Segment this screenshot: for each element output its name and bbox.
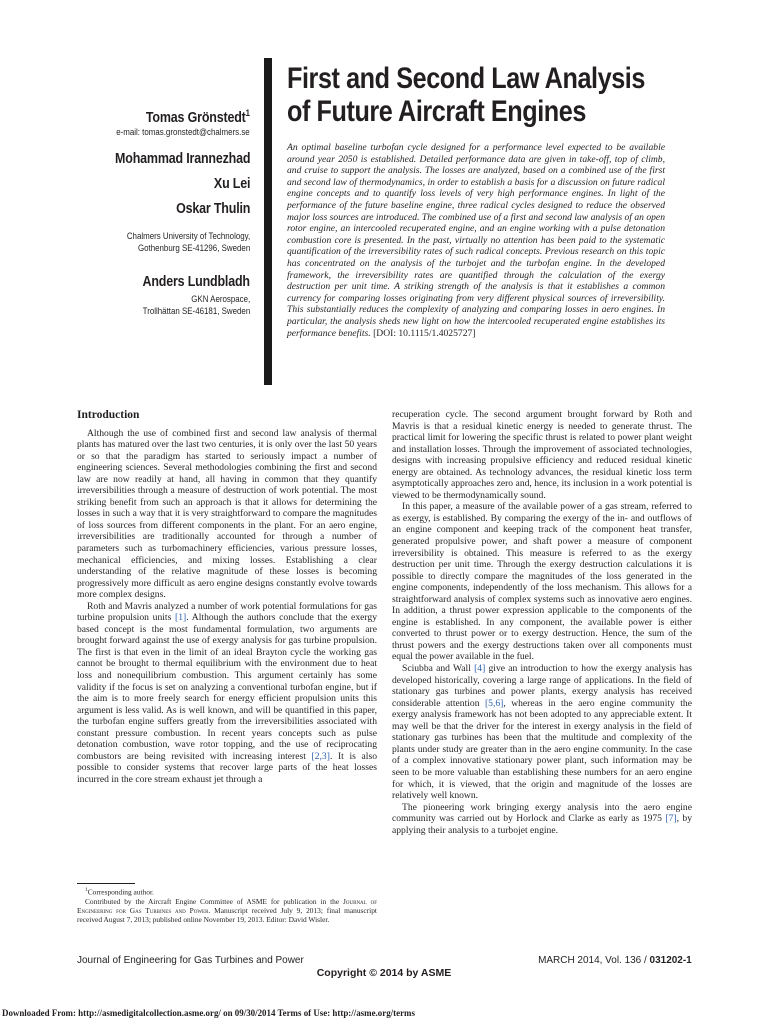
body-column-left — [77, 410, 377, 786]
title-divider-bar — [264, 58, 272, 385]
paragraph: Sciubba and Wall [4] give an introduction to how the exergy analysis has developed historically, covering a large range of applications. In the field of stationary gas turbines and power plants, exergy analysis has received considerable attention [5,6], whereas in the aero engine community the exergy analysis framework has not been adopted to any appreciable extent. It may well be that the driver for the interest in exergy analysis in the field of stationary gas turbines has been that the multitude and complexity of the plants under study are greater than in the aero engine community. In the case of a complex innovative stationary power plant, such information may be seen to be more valuable than establishing these numbers for an aero engine for which, it is viewed, that the origin and magnitude of the losses are relatively well known. — [392, 663, 692, 802]
title-line: of Future Aircraft Engines — [287, 95, 586, 128]
paper-title — [287, 62, 727, 128]
download-notice: Downloaded From: http://asmedigitalcollection.asme.org/ on 09/30/2014 Terms of Use: http://asme.org/terms — [2, 1008, 415, 1019]
footnote — [77, 886, 377, 924]
affiliation-line: Trollhättan SE-46181, Sweden — [142, 306, 250, 316]
author-name: Anders Lundbladh — [142, 274, 250, 290]
author-name: Mohammad Irannezhad — [114, 151, 250, 167]
paragraph: In this paper, a measure of the available power of a gas stream, referred to as exergy, is established. By comparing the exergy of the in- and outflows of an engine component and keeping track of the component heat transfer, generated propulsive power, and shaft power a measure of component irreversibility is obtained. This measure is referred to as the exergy destruction per unit time. Through the exergy destruction calculations it is possible to directly compare the magnitudes of the loss generated in the engine components, independently of the loss mechanism. This allows for a straightforward analysis of complex systems such as innovative aero engines. In addition, a thrust power expression applicable to the components of the engine is established. In any component, the available power is either converted to thrust power or to exergy destruction. Hence, the sum of the thrust powers and the exergy destructions taken over all components must equal the power available in the fuel. — [392, 501, 692, 663]
author-email[interactable]: e-mail: tomas.gronstedt@chalmers.se — [116, 127, 250, 137]
paragraph: recuperation cycle. The second argument brought forward by Roth and Mavris is that a residual kinetic energy is needed to generate thrust. The practical limit for lowering the specific thrust is related to power plant weight and installation losses. Through the improvement of associated technologies, designs with increasing propulsive efficiency and reduced residual kinetic energy are obtained. As technology advances, the residual kinetic loss term asymptotically approaches zero and, hence, its inclusion in a work potential is viewed to be thermodynamically sound. — [392, 409, 692, 501]
abstract — [287, 142, 665, 339]
citation-link[interactable]: [7] — [665, 813, 677, 825]
citation-link[interactable]: [2,3] — [311, 750, 330, 762]
title-line: First and Second Law Analysis — [287, 62, 645, 95]
author-name: Xu Lei — [213, 176, 250, 192]
author-name: Oskar Thulin — [175, 201, 250, 217]
citation-link[interactable]: [1] — [175, 612, 187, 624]
body-column-right — [392, 409, 692, 836]
footnote-mark: 1 — [245, 108, 250, 118]
author-affiliation — [110, 230, 250, 254]
paragraph: The pioneering work bringing exergy analysis into the aero engine community was carried out by Horlock and Clarke as early as 1975 [7], by applying their analysis to a turbojet engine. — [392, 801, 692, 836]
affiliation-line: GKN Aerospace, — [190, 294, 250, 304]
citation-link[interactable]: [5,6] — [484, 697, 504, 709]
footnote-line: $^1$Corresponding author. — [85, 887, 154, 897]
article-number: 031202-1 — [649, 954, 692, 966]
footnote-line: Contributed by the Aircraft Engine Committee of ASME for publication in the Journal of Engineering for Gas Turbines and Power. Manuscript received July 9, 2013; final manuscript received August 7, 2013; published online November 19, 2013. Editor: David Wisler. — [77, 896, 377, 925]
author-affiliation — [128, 293, 250, 317]
author-name: Tomas Grönstedt$^1$ — [146, 108, 250, 126]
footer-journal-name: Journal of Engineering for Gas Turbines and Power — [77, 954, 304, 966]
paragraph: Although the use of combined first and second law analysis of thermal plants has matured over the last two centuries, it is only over the last 50 years or so that the paradigm has started to seriously impact a number of engineering sciences. Several methodologies combining the first and second law are now readily at hand, all having in common that they quantify irreversibilities through a measure of destruction of work potential. The most striking benefit from such an approach is that it allows for determining the losses in such a way that it is very straightforward to compare the magnitudes of loss sources from different components in the plant. For an aero engine, irreversibilities are traditionally accounted for through a number of parameters such as turbomachinery efficiencies, various pressure losses, mechanical efficiencies, and mixing losses. Establishing a clear understanding of the relative magnitude of these losses is becoming progressively more difficult as aero engine designs constantly evolve towards more complex designs. — [77, 427, 377, 601]
citation-link[interactable]: [4] — [474, 663, 486, 675]
doi-link[interactable]: [DOI: 10.1115/1.4025727] — [373, 327, 476, 339]
footer-copyright: Copyright © 2014 by ASME — [316, 967, 452, 979]
footer-issue: MARCH 2014, Vol. 136 / 031202-1 — [538, 954, 692, 966]
paragraph: Roth and Mavris analyzed a number of work potential formulations for gas turbine propulsion units [1]. Although the authors conclude that the exergy based concept is the most fundamental formulation, two arguments are brought forward against the use of exergy analysis for gas turbine propulsion. The first is that even in the limit of an ideal Brayton cycle the working gas cannot be brought to thermal equilibrium with the environment due to heat loss and nonequilibrium combustion. This argument certainly has some validity if the focus is set on analyzing a conventional turbofan engine, but if the aim is to more freely search for energy efficient propulsion units this argument is less valid. As is well known, and will be quantified in this paper, the turbofan engine suffers greatly from the irreversibilities associated with constant pressure combustion. In recent years concepts such as pulse detonation combustion, wave rotor topping, and the use of reciprocating combustors are being revisited with increasing interest [2,3]. It is also possible to consider systems that recover large parts of the heat losses incurred in the core stream exhaust jet through a — [77, 600, 377, 785]
section-heading: Introduction — [77, 409, 140, 421]
affiliation-line: Gothenburg SE-41296, Sweden — [137, 243, 250, 253]
affiliation-line: Chalmers University of Technology, — [126, 231, 250, 241]
abstract-text: An optimal baseline turbofan cycle designed for a performance level expected to be available around year 2050 is established. Detailed performance data are given in take-off, top of climb, and cruise to support the analysis. The losses are analyzed, based on a combined use of the first and second law of thermodynamics, in order to establish a basis for a discussion on future radical engine concepts and to quantify loss levels of very high performance engines. In light of the performance of the future baseline engine, three radical cycles designed to reduce the observed major loss sources are introduced. The combined use of a first and second law analysis of an open rotor engine, an intercooled recuperated engine, and an engine working with a pulse detonation combustion core is presented. In the past, virtually no attention has been paid to the systematic quantification of the irreversibility rates of such radical concepts. Previous research on this topic has concentrated on the analysis of the turbojet and the turbofan engine. In the developed framework, the irreversibility rates are quantified through the calculation of the exergy destruction per unit time. A striking strength of the analysis is that it establishes a common currency for comparing losses originating from very different physical sources of irreversibility. This substantially reduces the complexity of analyzing and comparing losses in aero engines. In particular, the analysis sheds new light on how the intercooled recuperated engine establishes its performance benefits. — [287, 142, 665, 339]
footnote-rule — [77, 883, 135, 884]
